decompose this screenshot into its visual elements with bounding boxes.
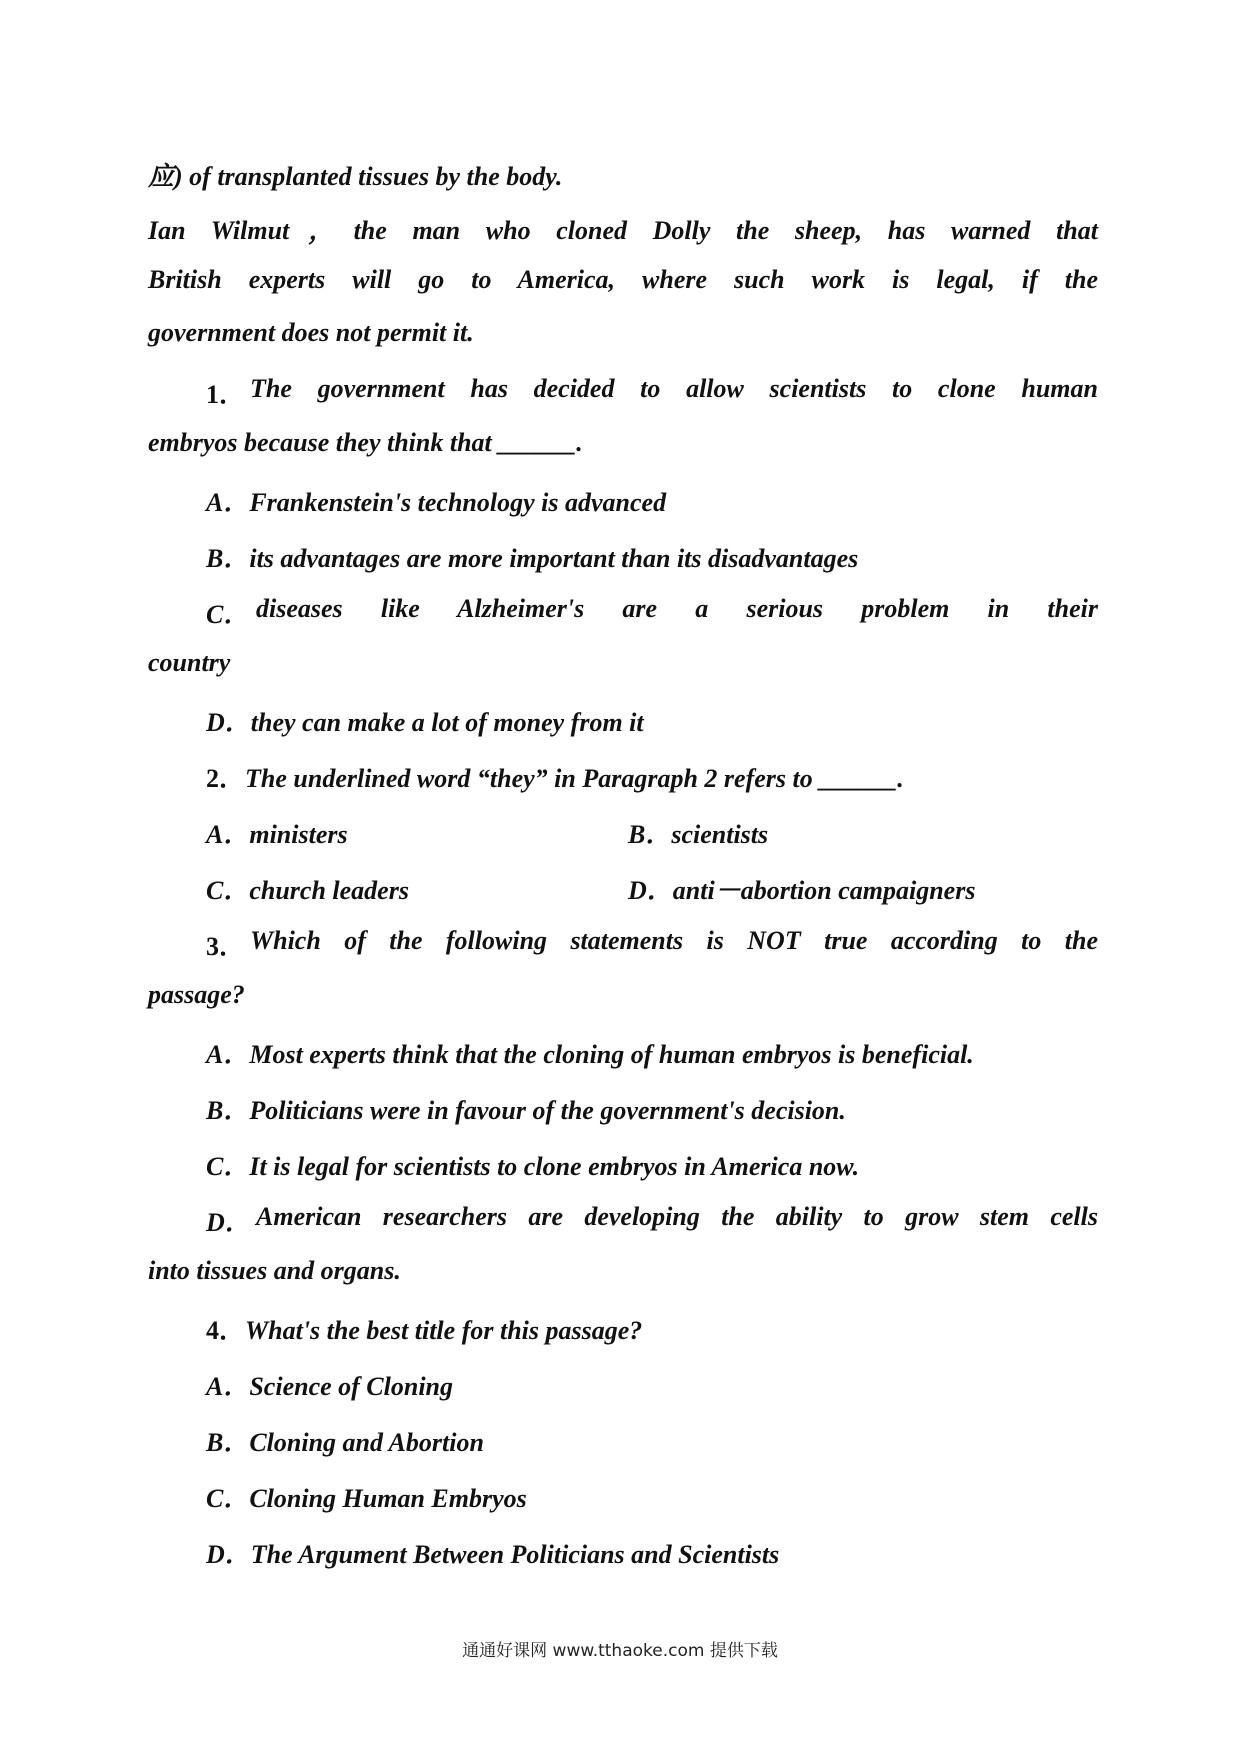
question-stem: The underlined word “they” in Paragraph 2 refers to ______.: [245, 764, 904, 793]
option-text: Politicians were in favour of the government's decision.: [249, 1096, 846, 1125]
option-text: Science of Cloning: [249, 1372, 454, 1401]
option-text: The Argument Between Politicians and Scientists: [250, 1540, 780, 1569]
option-item: [206, 1534, 779, 1571]
passage-line: government does not permit it.: [148, 318, 474, 347]
option-text: Most experts think that the cloning of human embryos is beneficial.: [249, 1040, 974, 1069]
option-item: [206, 1034, 974, 1071]
option-text: American researchers are developing the ability to grow stem cells: [256, 1202, 1098, 1231]
option-letter: B．: [206, 1096, 250, 1125]
option-text: its advantages are more important than its disadvantages: [249, 544, 859, 573]
option-item: [206, 538, 858, 575]
option-text: ministers: [249, 820, 348, 849]
option-letter: C．: [206, 1152, 250, 1181]
option-text: country: [148, 648, 231, 677]
option-letter: C．: [206, 600, 250, 629]
option-item: [628, 870, 975, 907]
option-item: [206, 702, 644, 739]
option-text: It is legal for scientists to clone embryos in America now.: [249, 1152, 860, 1181]
question-number: 3．: [206, 932, 246, 961]
option-letter: A．: [206, 488, 250, 517]
question-stem: Which of the following statements is NOT true according to the: [250, 926, 1098, 955]
option-item: [206, 870, 409, 907]
option-text: scientists: [671, 820, 769, 849]
option-text: Cloning Human Embryos: [249, 1484, 527, 1513]
option-text: Cloning and Abortion: [249, 1428, 484, 1457]
passage-line: British experts will go to America, where such work is legal, if the: [148, 265, 1098, 294]
option-item: [206, 1146, 859, 1183]
option-text: into tissues and organs.: [148, 1256, 401, 1285]
question-stem: The government has decided to allow scientists to clone human: [250, 374, 1098, 403]
option-letter: B．: [206, 544, 250, 573]
option-letter: D．: [206, 1540, 251, 1569]
option-text: diseases like Alzheimer's are a serious problem in their: [256, 594, 1098, 623]
question-item: [206, 1310, 642, 1347]
option-item: [206, 1366, 453, 1403]
question-item: [206, 758, 904, 795]
option-item: [206, 482, 666, 519]
option-text: church leaders: [249, 876, 409, 905]
question-stem: What's the best title for this passage?: [245, 1316, 643, 1345]
option-text: anti－abortion campaigners: [672, 876, 976, 905]
option-text: they can make a lot of money from it: [250, 708, 644, 737]
option-letter: C．: [206, 1484, 250, 1513]
option-item: [628, 814, 768, 851]
option-text: Frankenstein's technology is advanced: [249, 488, 667, 517]
passage-line: Ian Wilmut，the man who cloned Dolly the sheep, has warned that: [148, 216, 1098, 245]
page-footer: 通通好课网 www.tthaoke.com 提供下载: [462, 1641, 778, 1661]
question-number: 4．: [206, 1316, 246, 1345]
option-letter: A．: [206, 1040, 250, 1069]
option-letter: B．: [206, 1428, 250, 1457]
option-item: [206, 1422, 484, 1459]
question-stem: embryos because they think that ______.: [148, 428, 583, 457]
passage-line: 应) of transplanted tissues by the body.: [148, 162, 563, 191]
option-letter: D．: [206, 708, 251, 737]
option-letter: B．: [628, 820, 672, 849]
question-number: 1．: [206, 380, 246, 409]
option-letter: D．: [206, 1208, 251, 1237]
question-number: 2．: [206, 764, 246, 793]
option-item: [206, 814, 348, 851]
option-item: [206, 1090, 846, 1127]
option-letter: A．: [206, 820, 250, 849]
option-letter: A．: [206, 1372, 250, 1401]
option-item: [206, 1478, 527, 1515]
option-letter: D．: [628, 876, 673, 905]
question-stem: passage?: [148, 980, 245, 1009]
option-letter: C．: [206, 876, 250, 905]
